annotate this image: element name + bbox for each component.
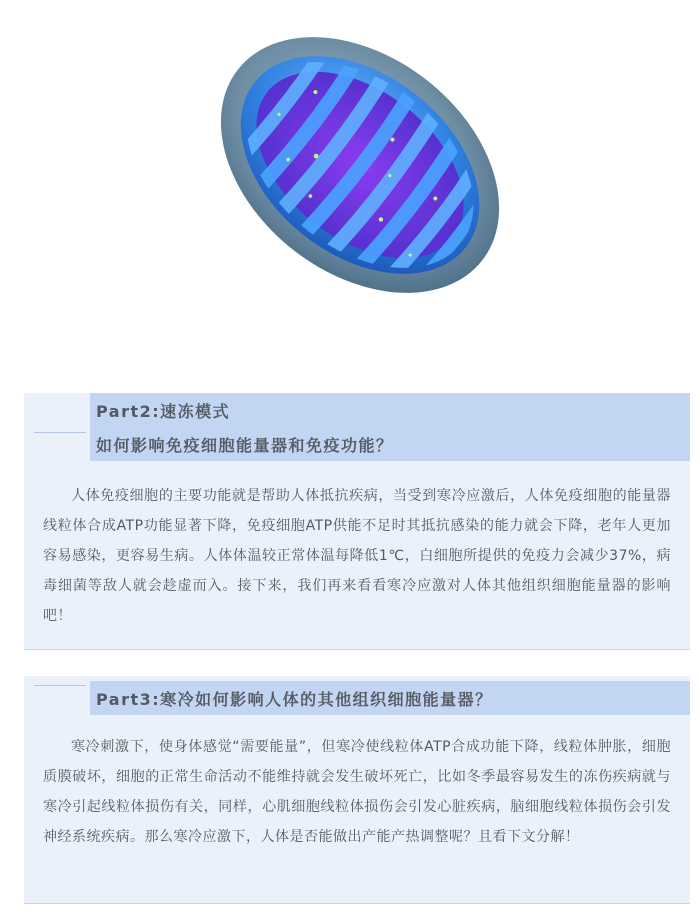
part2-subtitle: 如何影响免疫细胞能量器和免疫功能？	[96, 436, 394, 455]
part3-paragraph: 寒冷刺激下，使身体感觉“需要能量”，但寒冷使线粒体ATP合成功能下降，线粒体肿胀，细胞质膜破坏，细胞的正常生命活动不能维持就会发生破坏死亡，比如冬季最容易发生的冻伤疾病就与寒冷引起线粒体损伤有关，同样，心肌细胞线粒体损伤会引发心脏疾病，脑细胞线粒体损伤会引发神经系统疾病。那么寒冷应激下，人体是否能做出产能产热调整呢？且看下文分解！	[43, 739, 671, 845]
decorative-line	[34, 685, 86, 686]
decorative-line	[34, 432, 86, 433]
part2-section	[24, 393, 690, 650]
mitochondrion-illustration	[0, 0, 700, 370]
part3-title: Part3:寒冷如何影响人体的其他组织细胞能量器？	[96, 690, 493, 709]
part2-title: Part2:速冻模式	[96, 402, 231, 421]
part2-paragraph: 人体免疫细胞的主要功能就是帮助人体抵抗疾病，当受到寒冷应激后，人体免疫细胞的能量器线粒体合成ATP功能显著下降，免疫细胞ATP供能不足时其抵抗感染的能力就会下降，老年人更加容易感染，更容易生病。人体体温较正常体温每降低1℃，白细胞所提供的免疫力会减少37%，病毒细菌等敌人就会趁虚而入。接下来，我们再来看看寒冷应激对人体其他组织细胞能量器的影响吧！	[43, 488, 671, 624]
part3-section	[24, 676, 690, 904]
